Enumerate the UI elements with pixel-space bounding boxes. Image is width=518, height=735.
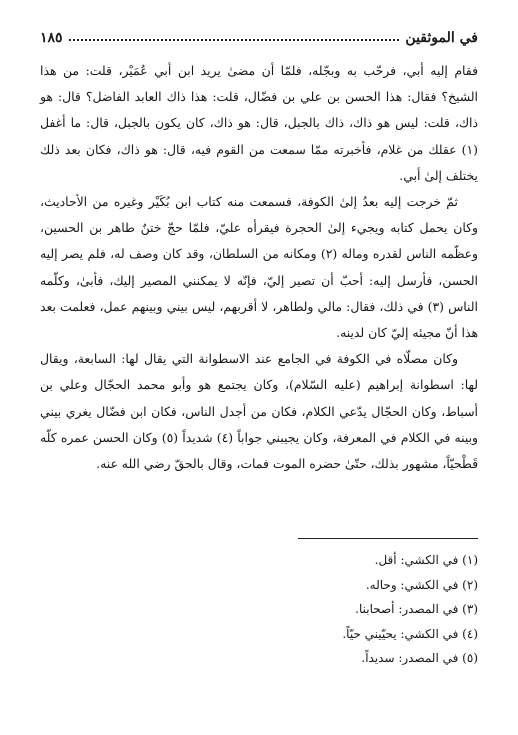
page-number: ١٨٥	[40, 30, 63, 46]
header-dotted-leader	[69, 39, 400, 41]
footnotes	[178, 548, 478, 671]
paragraph-1: فقام إليه أبي، فرحّب به وبجّله، فلمّا أن مضىٰ يريد ابن أبي عُمَيْر، قلت: من هذا الشيخ؟ فقال: هذا الحسن بن علي بن فضّال، قلت: هذا ذاك العابد الفاضل؟ قال: هو ذاك، قلت: ليس هو ذاك، ذاك بالجبل، قال: هو ذاك، كان يكون بالجبل، قال: ما أغفل (١) عقلك من غلام، فأخبرته ممّا سمعت من القوم فيه، قال: هو ذاك، فكان بعد ذلك يختلف إلىٰ أبي.	[40, 63, 478, 183]
footnote-separator	[298, 538, 478, 539]
footnote-2: (٢) في الكشي: وحاله.	[365, 577, 478, 592]
footnote-5: (٥) في المصدر: سديداً.	[361, 651, 478, 665]
paragraph-2: ثمّ خرجت إليه بعدُ إلىٰ الكوفة، فسمعت منه كتاب ابن بُكَيْر وغيره من الأحاديث، وكان يحمل كتابه ويجيء إلىٰ الحجرة فيقرأه عليّ، فلمّا حجّ ختنٌ طاهر بن الحسين، وعظّمه الناس لقدره وماله (٢) ومكانه من السلطان، وقد كان وصف له، فلم يصر إليه الحسن، فأرسل إليه: أحبّ أن تصير إليّ، فإنّه لا يمكنني المصير إليك، فأبىٰ، وكلّمه الناس (٣) في ذلك، فقال: مالي ولطاهر، لا أقربهم، ليس بيني وبينهم عمل، فعلمت بعد هذا أنّ مجيئه إليّ كان لدينه.	[40, 194, 478, 341]
footnote-3: (٣) في المصدر: أصحابنا.	[355, 602, 478, 616]
main-text	[40, 58, 478, 477]
footnote-1: (١) في الكشي: أقل.	[374, 553, 478, 567]
header-title: في الموثقين	[405, 30, 478, 46]
paragraph-3: وكان مصلّاه في الكوفة في الجامع عند الاسطوانة التي يقال لها: السابعة، ويقال لها: اسطوانة إبراهيم (عليه السّلام)، وكان يجتمع هو وأبو محمد الحجّال وعلي بن أسباط، وكان الحجّال يدّعي الكلام، فكان من أجدل الناس، فكان ابن فضّال يغري بيني وبينه في الكلام في المعرفة، وكان يجيبني جواباً (٤) شديداً (٥) وكان الحسن عمره كلّه قَطْحيّاً، مشهور بذلك، حتّىٰ حضره الموت فمات، وقال بالحقّ رضي الله عنه.	[40, 351, 479, 472]
footnote-4: (٤) في الكشي: يحيّيني حيّاً.	[342, 626, 478, 641]
running-header	[40, 22, 478, 46]
